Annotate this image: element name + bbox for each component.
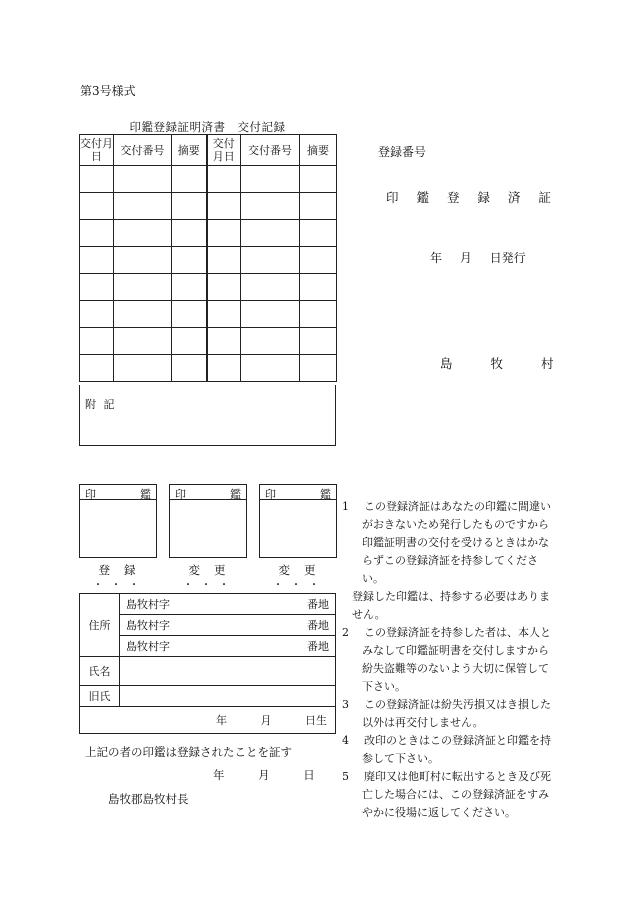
mayor-title: 島牧郡島牧村長: [108, 792, 189, 806]
seal-caption-change-1: 変更: [188, 563, 240, 577]
record-row: [80, 301, 337, 328]
address-line: 島牧村字 番地: [120, 615, 336, 636]
record-cell: [241, 166, 300, 193]
birth-date: 年 月 日生: [80, 707, 336, 734]
old-name-label: 旧氏: [80, 686, 120, 707]
name-field: [120, 657, 336, 686]
record-cell: [172, 355, 207, 382]
address-label: 住所: [80, 594, 120, 657]
address-line: 島牧村字 番地: [120, 636, 336, 657]
registration-number-label: 登録番号: [378, 145, 427, 159]
record-cell: [172, 328, 207, 355]
record-row: [80, 274, 337, 301]
note-item: 1 この登録済証はあなたの印鑑に間違いがおきないため発行したものですから印鑑証明書の交付を受けるときはかならずこの登録済証を持参してください。: [342, 500, 551, 585]
record-cell: [207, 328, 241, 355]
record-cell: [114, 328, 172, 355]
seal-label-left: 印: [265, 488, 276, 501]
record-cell: [114, 355, 172, 382]
record-cell: [172, 274, 207, 301]
record-cell: [241, 220, 300, 247]
record-row: [80, 328, 337, 355]
header-summary: 摘要: [300, 135, 337, 166]
record-cell: [300, 301, 337, 328]
seal-box-registration: [79, 484, 157, 558]
seal-label-left: 印: [175, 488, 186, 501]
record-cell: [207, 301, 241, 328]
record-cell: [207, 220, 241, 247]
record-row: [80, 355, 337, 382]
record-cell: [300, 274, 337, 301]
seal-dots: ・・・: [273, 580, 327, 591]
record-cell: [80, 355, 114, 382]
record-cell: [172, 166, 207, 193]
note-item: 4 改印のときはこの登録済証と印鑑を持参して下さい。: [342, 734, 551, 765]
record-cell: [207, 166, 241, 193]
seal-dots: ・・・: [183, 580, 237, 591]
seal-caption-change-2: 変更: [278, 563, 330, 577]
record-cell: [241, 355, 300, 382]
record-cell: [80, 166, 114, 193]
appendix-box: [79, 385, 336, 446]
village-name: 島 牧 村: [440, 356, 554, 371]
seal-caption-registration: 登録: [98, 563, 150, 577]
record-cell: [172, 247, 207, 274]
note-item: 登録した印鑑は、持参する必要はありません。: [352, 590, 550, 621]
record-cell: [172, 220, 207, 247]
note-item: 3 この登録済証は紛失汚損又はき損した以外は再交付しません。: [342, 698, 551, 729]
record-cell: [241, 193, 300, 220]
record-row: [80, 166, 337, 193]
seal-label-right: 鑑: [320, 488, 331, 501]
record-cell: [114, 193, 172, 220]
certificate-title: 印 鑑 登 録 済 証: [386, 190, 552, 205]
header-issue-date: 交付月日: [207, 135, 241, 166]
header-issue-date: 交付月日: [80, 135, 114, 166]
header-summary: 摘要: [172, 135, 207, 166]
note-item: 2 この登録済証を持参した者は、本人とみなして印鑑証明書を交付しますから紛失盗難等のないよう大切に保管して下さい。: [342, 626, 551, 693]
record-cell: [114, 220, 172, 247]
seal-label-left: 印: [85, 488, 96, 501]
header-issue-number: 交付番号: [241, 135, 300, 166]
record-cell: [207, 193, 241, 220]
address-line: 島牧村字 番地: [120, 594, 336, 615]
record-cell: [80, 301, 114, 328]
record-cell: [300, 166, 337, 193]
record-cell: [80, 193, 114, 220]
record-header-row: [80, 135, 337, 166]
seal-label-right: 鑑: [230, 488, 241, 501]
record-cell: [300, 355, 337, 382]
appendix-label: 附 記: [85, 398, 117, 411]
record-cell: [207, 355, 241, 382]
record-cell: [114, 166, 172, 193]
record-cell: [80, 220, 114, 247]
record-cell: [114, 274, 172, 301]
certification-date: 年 月 日: [213, 768, 315, 782]
form-number: 第3号様式: [80, 84, 136, 98]
record-cell: [241, 328, 300, 355]
record-cell: [241, 274, 300, 301]
seal-box-change-1: [169, 484, 247, 558]
name-label: 氏名: [80, 657, 120, 686]
record-cell: [207, 247, 241, 274]
record-cell: [172, 301, 207, 328]
record-cell: [300, 220, 337, 247]
record-cell: [300, 193, 337, 220]
record-row: [80, 247, 337, 274]
old-name-field: [120, 686, 336, 707]
record-title: 印鑑登録証明済書 交付記録: [129, 120, 286, 134]
record-cell: [80, 328, 114, 355]
record-row: [80, 220, 337, 247]
record-cell: [207, 274, 241, 301]
record-cell: [300, 328, 337, 355]
note-item: 5 廃印又は他町村に転出するとき及び死亡した場合には、この登録済証をすみやかに役場に返してください。: [342, 770, 551, 819]
record-cell: [300, 247, 337, 274]
record-cell: [114, 247, 172, 274]
record-cell: [241, 301, 300, 328]
seal-box-change-2: [259, 484, 337, 558]
certification-note: 上記の者の印鑑は登録されたことを証す: [85, 745, 292, 759]
record-cell: [80, 247, 114, 274]
record-cell: [241, 247, 300, 274]
record-cell: [114, 301, 172, 328]
record-cell: [80, 274, 114, 301]
address-table: [79, 593, 336, 734]
record-row: [80, 193, 337, 220]
issue-date: 年 月 日発行: [430, 251, 526, 265]
notes-list: [342, 498, 552, 822]
seal-dots: ・・・: [93, 580, 147, 591]
record-cell: [172, 193, 207, 220]
issuance-record-table: [79, 134, 337, 382]
seal-label-right: 鑑: [140, 488, 151, 501]
header-issue-number: 交付番号: [114, 135, 172, 166]
